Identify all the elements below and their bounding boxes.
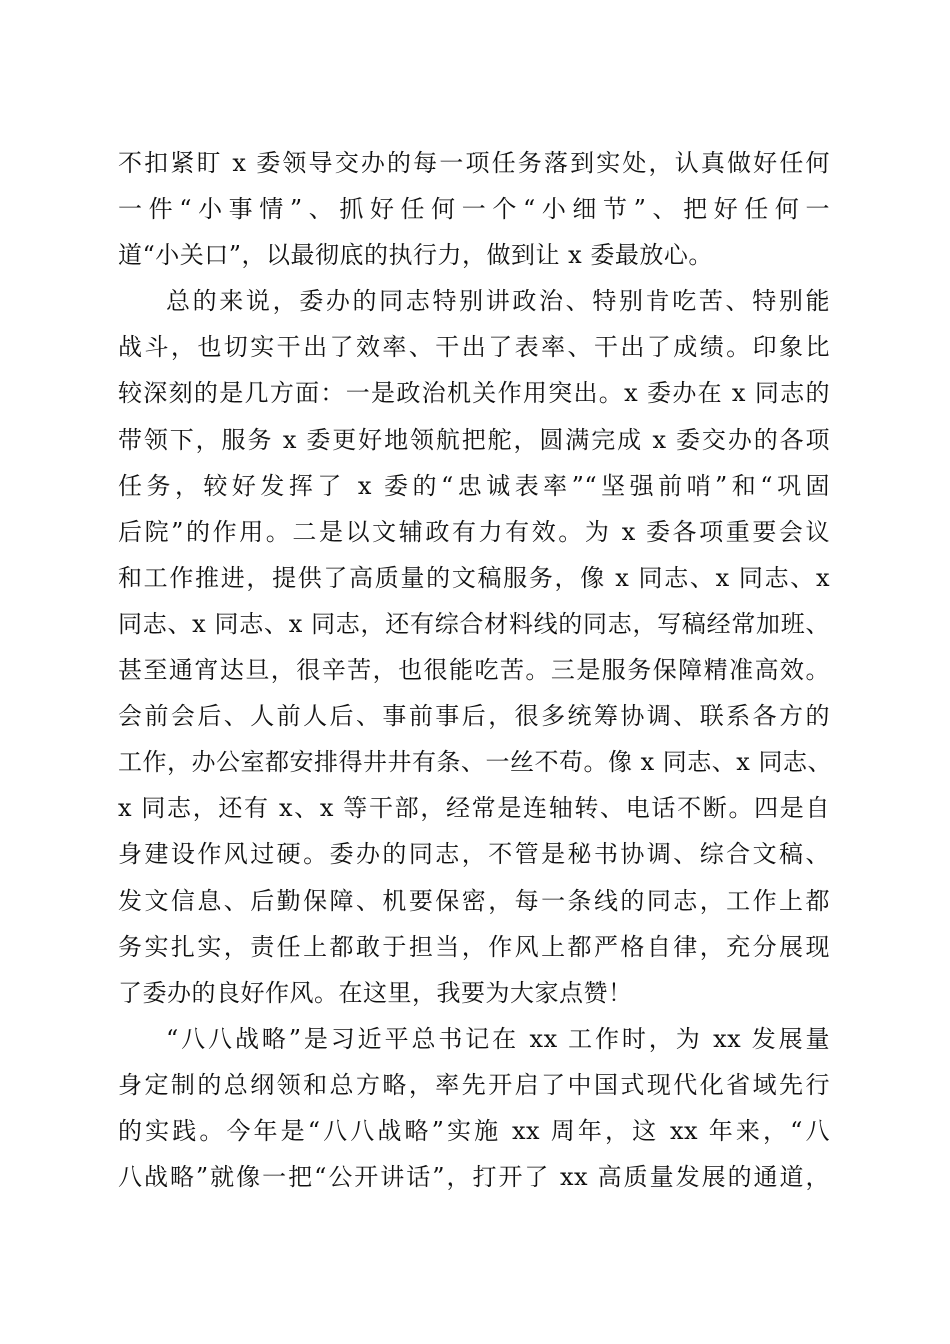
text-line: 和工作推进，提供了高质量的文稿服务，像 x 同志、x 同志、x xyxy=(118,563,830,592)
text-line: 任务，较好发挥了 x 委的“忠诚表率”“坚强前哨”和“巩固 xyxy=(118,471,830,500)
text-line: 工作，办公室都安排得井井有条、一丝不苟。像 x 同志、x 同志、 xyxy=(118,748,832,777)
text-line: 身定制的总纲领和总方略，率先开启了中国式现代化省域先行 xyxy=(118,1070,830,1099)
text-line: 发文信息、后勤保障、机要保密，每一条线的同志，工作上都 xyxy=(118,886,830,915)
text-line: 一件“小事情”、抓好任何一个“小细节”、把好任何一 xyxy=(118,195,830,224)
text-line: 的实践。今年是“八八战略”实施 xx 周年，这 xx 年来，“八 xyxy=(118,1116,830,1145)
paragraph-end-line: 道“小关口”，以最彻底的执行力，做到让 x 委最放心。 xyxy=(118,241,713,270)
text-line: 甚至通宵达旦，很辛苦，也很能吃苦。三是服务保障精准高效。 xyxy=(118,656,830,685)
text-line: 较深刻的是几方面：一是政治机关作用突出。x 委办在 x 同志的 xyxy=(118,379,830,408)
text-line: x 同志，还有 x、x 等干部，经常是连轴转、电话不断。四是自 xyxy=(118,794,830,823)
paragraph-start-line: 总的来说，委办的同志特别讲政治、特别肯吃苦、特别能 xyxy=(166,287,830,316)
text-line: 战斗，也切实干出了效率、干出了表率、干出了成绩。印象比 xyxy=(118,333,830,362)
text-line: 会前会后、人前人后、事前事后，很多统筹协调、联系各方的 xyxy=(118,702,830,731)
text-line: 同志、x 同志、x 同志，还有综合材料线的同志，写稿经常加班、 xyxy=(118,609,830,638)
text-line: 务实扎实，责任上都敢于担当，作风上都严格自律，充分展现 xyxy=(118,932,830,961)
text-line: 不扣紧盯 x 委领导交办的每一项任务落到实处，认真做好任何 xyxy=(118,149,830,177)
document-body xyxy=(118,140,830,1200)
text-line: 带领下，服务 x 委更好地领航把舵，圆满完成 x 委交办的各项 xyxy=(118,425,830,454)
paragraph-end-line: 了委办的良好作风。在这里，我要为大家点赞！ xyxy=(118,978,633,1007)
text-line: 八战略”就像一把“公开讲话”，打开了 xx 高质量发展的通道， xyxy=(118,1163,830,1192)
paragraph-start-line: “八八战略”是习近平总书记在 xx 工作时，为 xx 发展量 xyxy=(166,1024,830,1053)
text-line: 身建设作风过硬。委办的同志，不管是秘书协调、综合文稿、 xyxy=(118,840,830,869)
text-line: 后院”的作用。二是以文辅政有力有效。为 x 委各项重要会议 xyxy=(118,517,830,546)
